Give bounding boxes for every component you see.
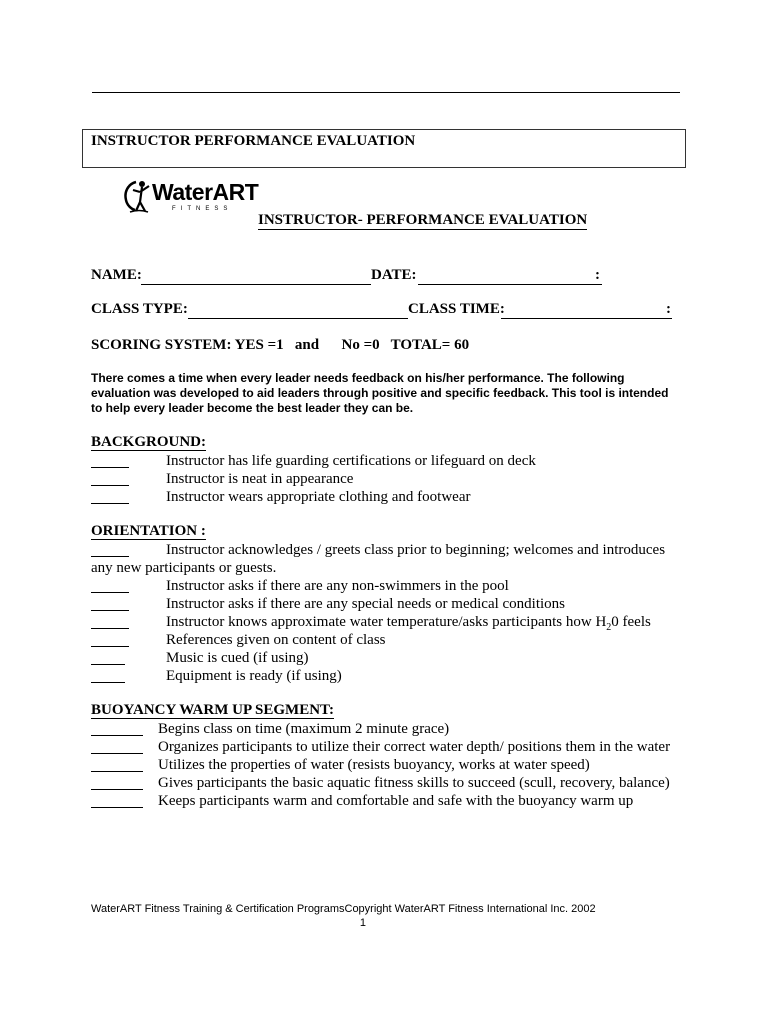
page-number: 1 — [359, 917, 366, 929]
score-blank[interactable] — [91, 789, 143, 790]
orientation-heading: ORIENTATION : — [91, 523, 206, 539]
list-item: Keeps participants warm and comfortable and safe with the buoyancy warm up — [158, 793, 634, 809]
score-blank[interactable] — [91, 735, 143, 736]
list-item: Instructor has life guarding certifications or lifeguard on deck — [166, 453, 536, 469]
class-time-blank[interactable] — [501, 318, 672, 319]
intro-paragraph: There comes a time when every leader needs feedback on his/her performance. The following evaluation was developed to aid leaders through positive and specific feedback. This tool is intended to help every leader become the best leader they can be. — [91, 371, 669, 415]
title-box — [82, 129, 686, 168]
score-blank[interactable] — [91, 771, 143, 772]
score-blank[interactable] — [91, 592, 129, 593]
score-blank[interactable] — [91, 682, 125, 683]
list-item: Music is cued (if using) — [166, 650, 309, 666]
list-item: Instructor wears appropriate clothing and footwear — [166, 489, 471, 505]
score-blank[interactable] — [91, 467, 129, 468]
list-item: Begins class on time (maximum 2 minute grace) — [158, 721, 450, 737]
scoring-system: SCORING SYSTEM: YES =1 and No =0 TOTAL= 60 — [91, 337, 470, 353]
list-item-continued: any new participants or guests. — [91, 560, 277, 576]
subtitle-text: INSTRUCTOR- PERFORMANCE EVALUATION — [258, 212, 588, 228]
score-blank[interactable] — [91, 503, 129, 504]
score-blank[interactable] — [91, 556, 129, 557]
footer-copyright: WaterART Fitness Training & Certification ProgramsCopyright WaterART Fitness International Inc. 2002 — [91, 903, 596, 915]
score-blank[interactable] — [91, 807, 143, 808]
logo-word: WaterART — [152, 179, 259, 205]
score-blank[interactable] — [91, 610, 129, 611]
class-type-blank[interactable] — [188, 318, 408, 319]
class-type-label: CLASS TYPE: — [91, 301, 188, 317]
list-item: Utilizes the properties of water (resists buoyancy, works at water speed) — [158, 757, 590, 773]
time-colon: : — [666, 301, 671, 317]
list-item: Instructor asks if there are any special needs or medical conditions — [166, 596, 566, 612]
list-item: Instructor asks if there are any non-swimmers in the pool — [166, 578, 509, 594]
background-heading: BACKGROUND: — [91, 434, 206, 450]
logo-sub: FITNESS — [172, 206, 233, 212]
list-item: Instructor is neat in appearance — [166, 471, 354, 487]
swimmer-icon — [122, 178, 156, 216]
date-colon: : — [595, 267, 600, 283]
score-blank[interactable] — [91, 485, 129, 486]
class-time-label: CLASS TIME: — [408, 301, 505, 317]
score-blank[interactable] — [91, 664, 125, 665]
date-blank[interactable] — [418, 284, 602, 285]
list-item: Equipment is ready (if using) — [166, 668, 342, 684]
list-item: Organizes participants to utilize their correct water depth/ positions them in the water — [158, 739, 671, 755]
box-title: INSTRUCTOR PERFORMANCE EVALUATION — [91, 133, 416, 149]
buoyancy-heading: BUOYANCY WARM UP SEGMENT: — [91, 702, 334, 718]
list-item: Instructor acknowledges / greets class prior to beginning; welcomes and introduces — [166, 542, 666, 558]
name-label: NAME: — [91, 267, 142, 283]
score-blank[interactable] — [91, 628, 129, 629]
list-item: Instructor knows approximate water temperature/asks participants how $H_20$ feels — [166, 614, 651, 633]
list-item: Gives participants the basic aquatic fitness skills to succeed (scull, recovery, balance) — [158, 775, 670, 791]
score-blank[interactable] — [91, 753, 143, 754]
top-rule — [92, 92, 680, 93]
waterart-logo — [122, 178, 262, 218]
form-subtitle — [258, 212, 587, 229]
name-blank[interactable] — [141, 284, 371, 285]
list-item: References given on content of class — [166, 632, 386, 648]
date-label: DATE: — [371, 267, 417, 283]
score-blank[interactable] — [91, 646, 129, 647]
